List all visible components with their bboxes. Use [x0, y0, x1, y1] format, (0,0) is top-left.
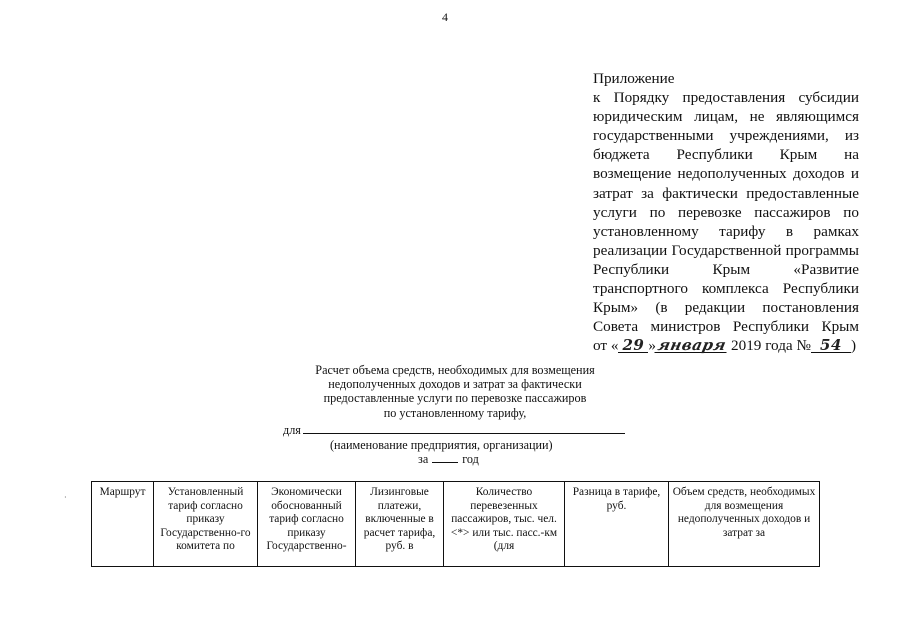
- table-header-row: [92, 482, 820, 567]
- appendix-line: юридическим лицам, не являющимся: [593, 108, 859, 126]
- appendix-line: возмещение недополученных доходов и: [593, 165, 859, 183]
- year-suffix: год: [462, 452, 479, 466]
- for-label: для: [283, 423, 301, 437]
- calculation-title: [270, 363, 640, 420]
- table-header-cell: Разница в тарифе, руб.: [565, 482, 669, 567]
- appendix-line: Крым» (в редакции постановления: [593, 299, 859, 317]
- table-header-cell: Маршрут: [92, 482, 154, 567]
- appendix-line: транспортного комплекса Республики: [593, 280, 859, 298]
- handwritten-day: 29: [618, 338, 648, 353]
- resolution-date-line: [593, 336, 859, 355]
- calc-title-line: предоставленные услуги по перевозке пассажиров: [323, 391, 587, 406]
- table-header-cell: Количество перевезенных пассажиров, тыс. чел. <*> или тыс. пасс.-км (для: [444, 482, 565, 567]
- appendix-line: государственными учреждениями, из: [593, 127, 859, 145]
- calc-title-line: недополученных доходов и затрат за фактически: [328, 377, 582, 392]
- appendix-body: [593, 88, 859, 336]
- calculation-table: [91, 481, 820, 567]
- appendix-line: реализации Государственной программы: [593, 241, 859, 259]
- date-year-text: 2019 года №: [731, 337, 811, 355]
- page-number: 4: [442, 10, 448, 24]
- appendix-line: затрат за фактически предоставленные: [593, 184, 859, 202]
- year-prefix: за: [418, 452, 429, 466]
- appendix-line: Совета министров Республики Крым: [593, 318, 859, 336]
- table-header-cell: Лизинговые платежи, включенные в расчет тарифа, руб. в: [356, 482, 444, 567]
- year-blank: [432, 452, 458, 463]
- date-mid: »: [648, 337, 657, 355]
- table-header-cell: Установленный тариф согласно приказу Государственно-го комитета по: [154, 482, 258, 567]
- calc-title-line: Расчет объема средств, необходимых для возмещения: [315, 363, 595, 377]
- calc-title-line: по установленному тарифу,: [383, 405, 527, 420]
- year-line: [418, 452, 479, 467]
- organization-line: [283, 422, 625, 438]
- scan-mark: ·: [64, 493, 67, 502]
- date-suffix: ): [850, 337, 857, 355]
- organization-caption: (наименование предприятия, организации): [330, 438, 553, 452]
- handwritten-month: января: [656, 336, 728, 355]
- appendix-line: услуги по перевозке пассажиров по: [593, 203, 859, 221]
- appendix-block: [593, 69, 859, 355]
- table-header-cell: Объем средств, необходимых для возмещения недополученных доходов и затрат за: [669, 482, 820, 567]
- date-prefix: от «: [593, 337, 619, 355]
- appendix-title: Приложение: [593, 70, 675, 87]
- handwritten-number: 54: [811, 338, 851, 353]
- appendix-line: Республики Крым «Развитие: [593, 260, 859, 278]
- appendix-line: к Порядку предоставления субсидии: [593, 89, 859, 107]
- table-header-cell: Экономически обоснованный тариф согласно приказу Государственно-: [258, 482, 356, 567]
- organization-blank: [303, 422, 625, 434]
- appendix-line: установленному тарифу в рамках: [593, 222, 859, 240]
- appendix-line: бюджета Республики Крым на: [593, 146, 859, 164]
